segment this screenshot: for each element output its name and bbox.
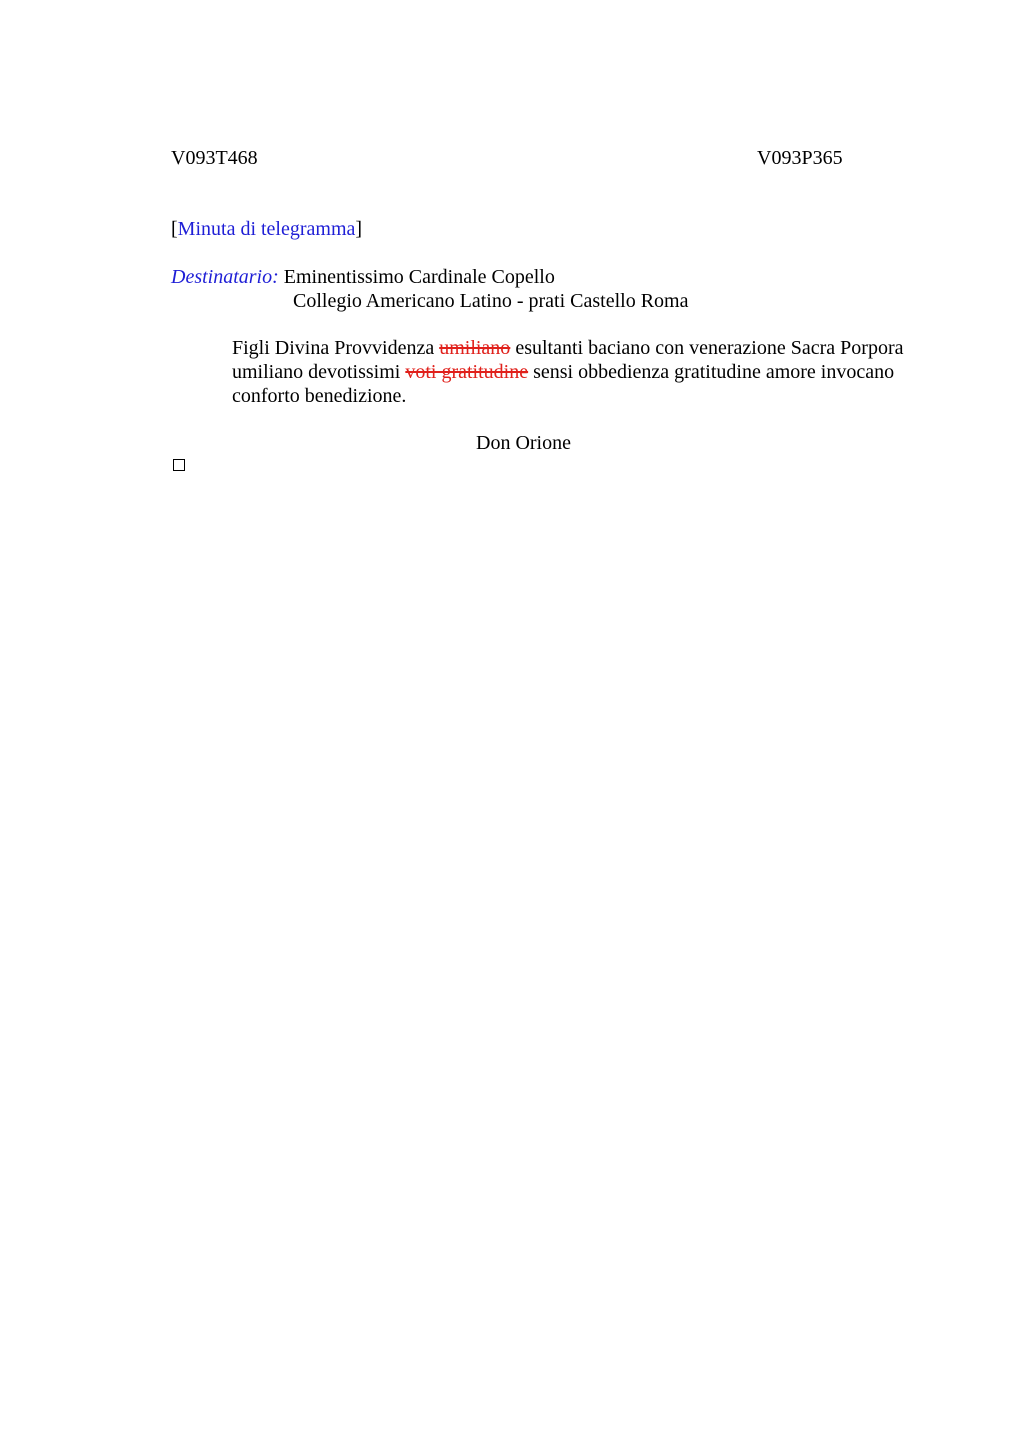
deleted-word: umiliano	[439, 337, 511, 359]
square-box-icon	[173, 459, 185, 471]
deleted-phrase: voti gratitudine	[405, 361, 529, 383]
close-bracket: ]	[355, 218, 363, 240]
document-code-right: V093P365	[757, 147, 843, 169]
recipient-address: Collegio Americano Latino - prati Castello Roma	[293, 290, 689, 312]
signature: Don Orione	[476, 432, 571, 454]
recipient-label: Destinatario:	[171, 266, 279, 288]
open-bracket: [	[171, 218, 178, 240]
document-code-left: V093T468	[171, 147, 258, 169]
document-type-heading	[171, 217, 362, 241]
message-segment: sensi obbedienza gratitudine amore invocano conforto benedizione.	[232, 361, 895, 407]
telegram-message	[232, 336, 952, 408]
recipient-name: Eminentissimo Cardinale Copello	[283, 266, 555, 288]
recipient-block	[171, 265, 555, 289]
message-segment: Figli Divina Provvidenza	[232, 337, 440, 359]
message-segment: esultanti baciano con venerazione Sacra Porpora umiliano devotissimi	[232, 337, 904, 383]
document-type-label: Minuta di telegramma	[177, 218, 356, 240]
